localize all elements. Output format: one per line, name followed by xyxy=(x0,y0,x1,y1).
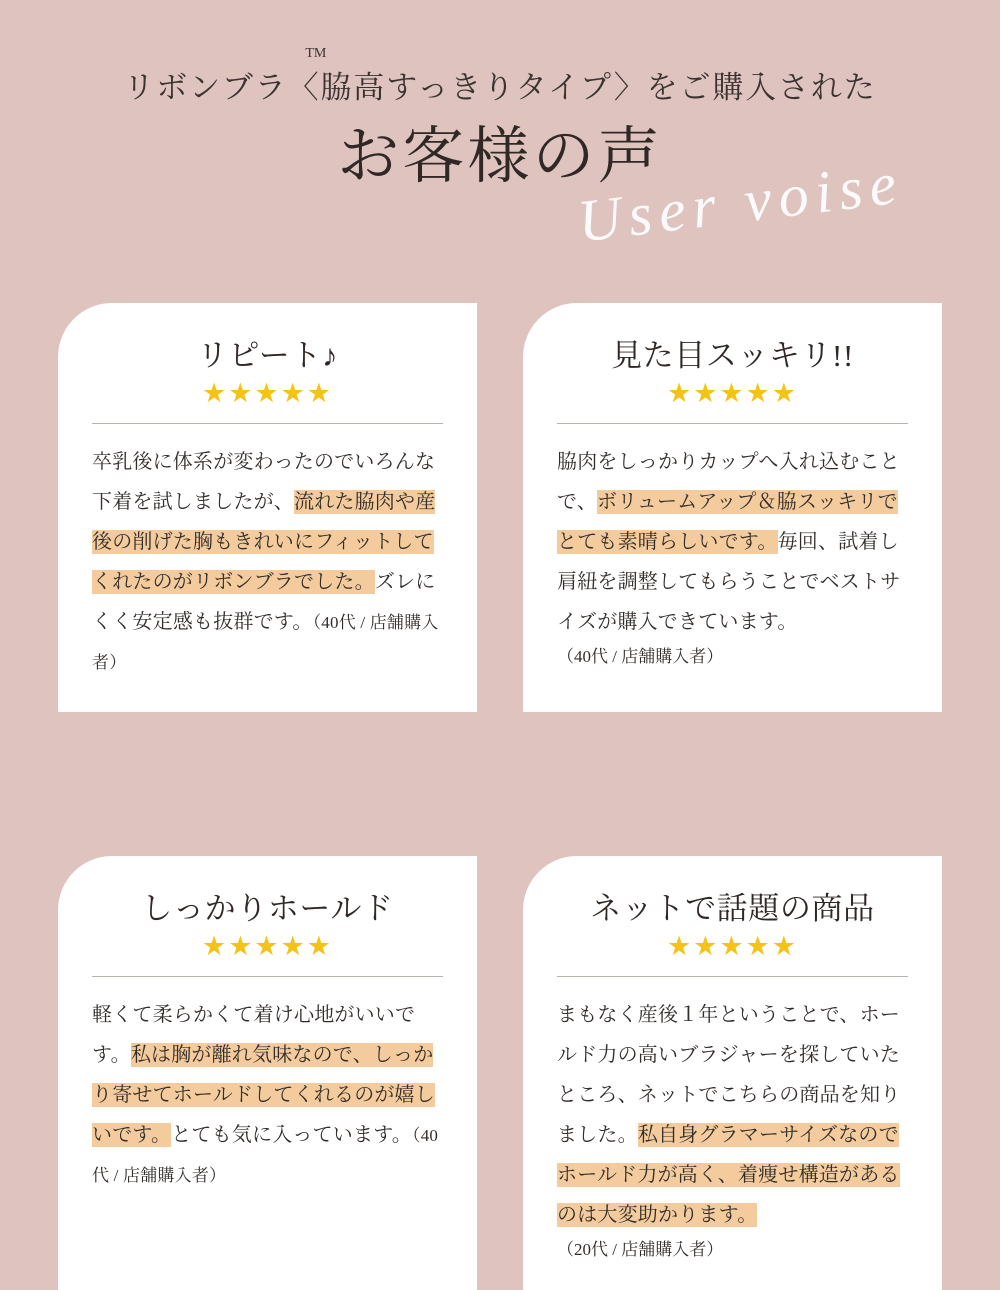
rating-stars: ★★★★★ xyxy=(201,931,334,962)
rating-stars: ★★★★★ xyxy=(201,378,334,409)
rating-stars: ★★★★★ xyxy=(666,378,799,409)
card-divider xyxy=(92,976,443,977)
review-card xyxy=(58,303,477,712)
header-lead-text: リボンブラ〈脇高すっきりタイプ〉をご購入された xyxy=(123,70,877,105)
review-text: 軽くて柔らかくて着け心地がいいです。 xyxy=(92,1004,416,1067)
review-text: 脇肉をしっかりカップへ入れ込むことで、 xyxy=(557,451,900,514)
header-lead xyxy=(123,46,877,107)
review-body xyxy=(92,442,443,682)
review-text: まもなく産後１年ということで、ホールド力の高いブラジャーを探していたところ、ネットでこちらの商品を知りました。 xyxy=(557,1004,901,1147)
review-attribution: （40代 / 店舗購入者） xyxy=(92,613,439,673)
review-title: ネットで話題の商品 xyxy=(590,891,875,927)
review-attribution: （40代 / 店舗購入者） xyxy=(92,1126,439,1186)
review-card xyxy=(523,856,942,1290)
review-attribution: （40代 / 店舗購入者） xyxy=(557,647,724,667)
review-title: しっかりホールド xyxy=(141,891,394,927)
page-header xyxy=(0,0,1000,255)
review-body xyxy=(92,995,443,1195)
page-title: お客様の声 xyxy=(337,123,663,191)
rating-stars: ★★★★★ xyxy=(666,931,799,962)
review-highlight-text: ボリュームアップ＆脇スッキリでとても素晴らしいです。 xyxy=(557,491,898,554)
review-text: 毎回、試着し肩紐を調整してもらうことでベストサイズが購入できています。 xyxy=(557,531,901,634)
review-highlight-text: 私自身グラマーサイズなのでホールド力が高く、着痩せ構造があるのは大変助かります。 xyxy=(557,1124,900,1227)
card-divider xyxy=(92,423,443,424)
review-highlight-text: 流れた脇肉や産後の削げた胸もきれいにフィットしてくれたのがリボンブラでした。 xyxy=(92,491,436,594)
header-script-title: User voise xyxy=(574,149,907,255)
card-divider xyxy=(557,423,908,424)
review-body xyxy=(557,995,908,1235)
review-card xyxy=(523,303,942,712)
review-title: リピート♪ xyxy=(196,338,339,373)
trademark-mark: TM xyxy=(305,46,327,61)
review-body xyxy=(557,442,908,642)
review-text: とても気に入っています。 xyxy=(171,1124,413,1147)
review-attribution: （20代 / 店舗購入者） xyxy=(557,1240,724,1260)
review-text: ズレにくく安定感も抜群です。 xyxy=(92,571,436,634)
card-divider xyxy=(557,976,908,977)
review-highlight-text: 私は胸が離れ気味なので、しっかり寄せてホールドしてくれるのが嬉しいです。 xyxy=(92,1044,435,1147)
review-text: 卒乳後に体系が変わったのでいろんな下着を試しましたが、 xyxy=(92,451,436,514)
review-title: 見た目スッキリ!! xyxy=(611,338,854,373)
review-card xyxy=(58,856,477,1290)
review-card-grid xyxy=(58,303,942,1290)
